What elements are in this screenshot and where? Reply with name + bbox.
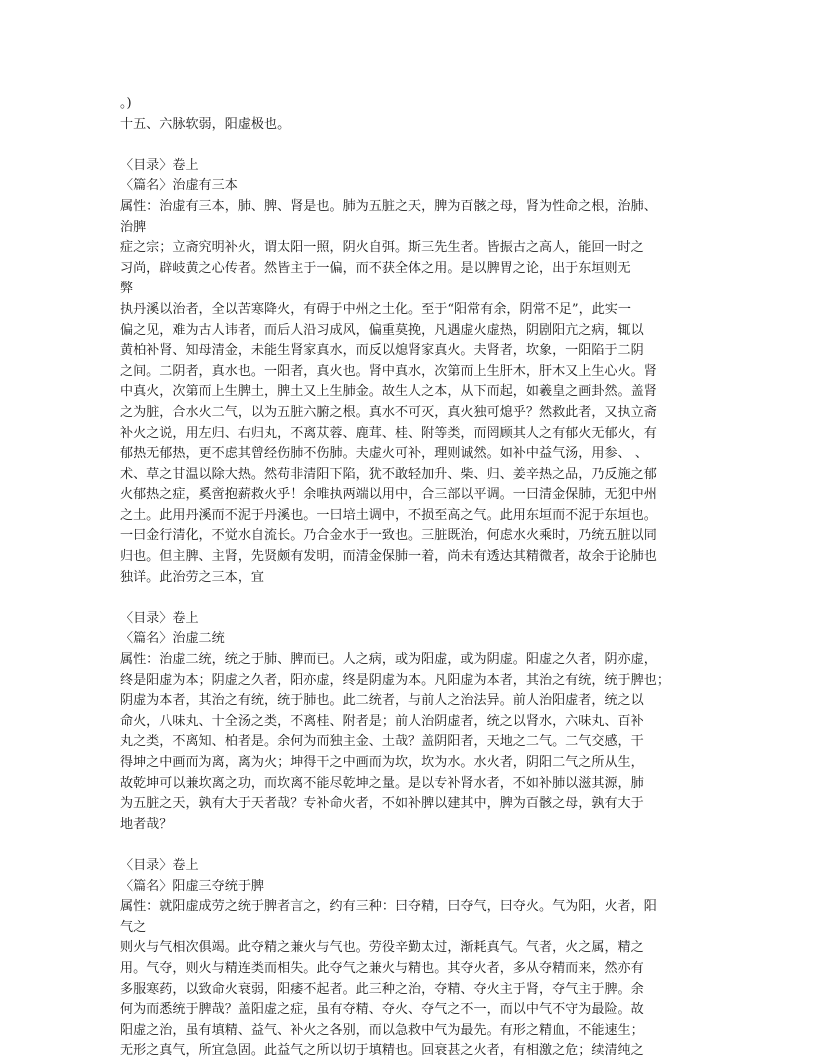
text-line: 习尚，辟岐黄之心传者。然皆主于一偏，而不获全体之用。是以脾胃之论，出于东垣则无 [120,260,631,276]
text-line: 术、草之甘温以除大热。然苟非清阳下陷，犹不敢轻加升、柴、归、姜辛热之品，乃反施之郁 [120,466,657,482]
text-line: 弊 [120,281,134,297]
text-line: 火郁热之症，奚啻抱薪救火乎！余唯执两端以用中，合三部以平调。一曰清金保肺，无犯中州 [120,487,657,503]
text-line: 。) [120,96,132,111]
text-line: 治脾 [120,219,147,235]
document-body [120,94,696,1062]
text-line: 无形之真气，所宜急固。此益气之所以切于填精也。回衰甚之火者，有相激之危；续清纯之 [120,1043,644,1059]
catalog-heading: 〈目录〉卷上 [120,157,199,173]
text-line: 之土。此用丹溪而不泥于丹溪也。一曰培土调中，不损至高之气。此用东垣而不泥于东垣也。 [120,507,657,523]
blank-line [120,835,696,856]
text-line: 一曰金行清化，不觉水自流长。乃合金水于一致也。三脏既治，何虑水火乘时，乃统五脏以同 [120,528,657,544]
chapter-title: 〈篇名〉治虚二统 [120,631,225,647]
text-line: 之间。二阴者，真水也。一阳者，真火也。肾中真水，次第而上生肝木，肝木又上生心火。肾 [120,363,657,379]
text-line: 属性：就阳虚成劳之统于脾者言之，约有三种：曰夺精，曰夺气，曰夺火。气为阳，火者，阳 [120,899,657,915]
text-line: 命火，八味丸、十全汤之类，不离桂、附者是；前人治阴虚者，统之以肾水，六味丸、百补 [120,713,644,729]
text-line: 中真火，次第而上生脾土，脾土又上生肺金。故生人之本，从下而起，如羲皇之画卦然。盖肾 [120,384,657,400]
text-line: 得坤之中画而为离，离为火；坤得干之中画而为坎，坎为水。水火者，阴阳二气之所从生， [120,755,644,770]
text-line: 终是阳虚为本；阴虚之久者，阳亦虚，终是阴虚为本。凡阳虚为本者，其治之有统，统于脾也； [120,672,670,688]
text-line: 丸之类，不离知、柏者是。余何为而独主金、土哉？盖阴阳者，天地之二气。二气交感，干 [120,734,644,750]
text-line: 地者哉？ [120,816,173,832]
catalog-heading: 〈目录〉卷上 [120,857,199,873]
text-line: 阴虚为本者，其治之有统，统于肺也。此二统者，与前人之治法异。前人治阳虚者，统之以 [120,693,644,709]
text-line: 郁热无郁热，更不虑其曾经伤肺不伤肺。夫虚火可补，理则诚然。如补中益气汤，用参、 、 [120,446,648,462]
text-line: 用。气夺，则火与精连类而相失。此夺气之兼火与精也。其夺火者，多从夺精而来，然亦有 [120,960,644,976]
text-line: 症之宗；立斋究明补火，谓太阳一照，阴火自弭。斯三先生者。皆振古之高人，能回一时之 [120,240,644,256]
text-line: 补火之说，用左归、右归丸，不离苁蓉、鹿茸、桂、附等类，而罔顾其人之有郁火无郁火，有 [120,425,657,441]
text-line: 则火与气相次俱竭。此夺精之兼火与气也。劳役辛勤太过，渐耗真气。气者，火之属，精之 [120,940,644,956]
text-line: 何为而悉统于脾哉？盖阳虚之症，虽有夺精、夺火、夺气之不一，而以中气不守为最险。故 [120,1002,644,1018]
text-line: 属性：治虚有三本，肺、脾、肾是也。肺为五脏之天，脾为百骸之母，肾为性命之根，治肺、 [120,198,657,214]
blank-line [120,135,696,156]
text-line: 阳虚之治，虽有填精、益气、补火之各别，而以急救中气为最先。有形之精血，不能速生； [120,1022,644,1038]
text-line: 偏之见，难为古人讳者，而后人沿习成风，偏重莫挽，凡遇虚火虚热，阴剧阳亢之病，辄以 [120,322,644,338]
text-line: 为五脏之天，孰有大于天者哉？专补命火者，不如补脾以建其中，脾为百骸之母，孰有大于 [120,796,644,812]
blank-line [120,588,696,609]
text-line: 归也。但主脾、主肾，先贤颇有发明，而清金保肺一着，尚未有透达其精微者，故余于论肺也 [120,549,657,565]
text-line: 独详。此治劳之三本，宜 [120,569,265,585]
text-line: 故乾坤可以兼坎离之功，而坎离不能尽乾坤之量。是以专补肾水者，不如补肺以滋其源，肺 [120,775,644,791]
text-line: 气之 [120,919,147,935]
chapter-title: 〈篇名〉阳虚三夺统于脾 [120,878,265,894]
text-line: 属性：治虚二统，统之于肺、脾而已。人之病，或为阳虚，或为阴虚。阳虚之久者，阴亦虚， [120,652,657,668]
text-line: 执丹溪以治者，全以苦寒降火，有碍于中州之土化。至于“阳常有余，阴常不足”，此实一 [120,301,631,317]
text-line: 之为脏，合水火二气，以为五脏六腑之根。真水不可灭，真火独可熄乎？然救此者，又执立斋 [120,404,657,420]
text-line: 多服寒药，以致命火衰弱，阳痿不起者。此三种之治，夺精、夺火主于肾，夺气主于脾。余 [120,981,644,997]
text-line: 十五、六脉软弱，阳虚极也。 [120,116,291,132]
chapter-title: 〈篇名〉治虚有三本 [120,178,238,194]
text-line: 黄柏补肾、知母清金，未能生肾家真水，而反以熄肾家真火。夫肾者，坎象，一阳陷于二阴 [120,343,644,359]
catalog-heading: 〈目录〉卷上 [120,610,199,626]
